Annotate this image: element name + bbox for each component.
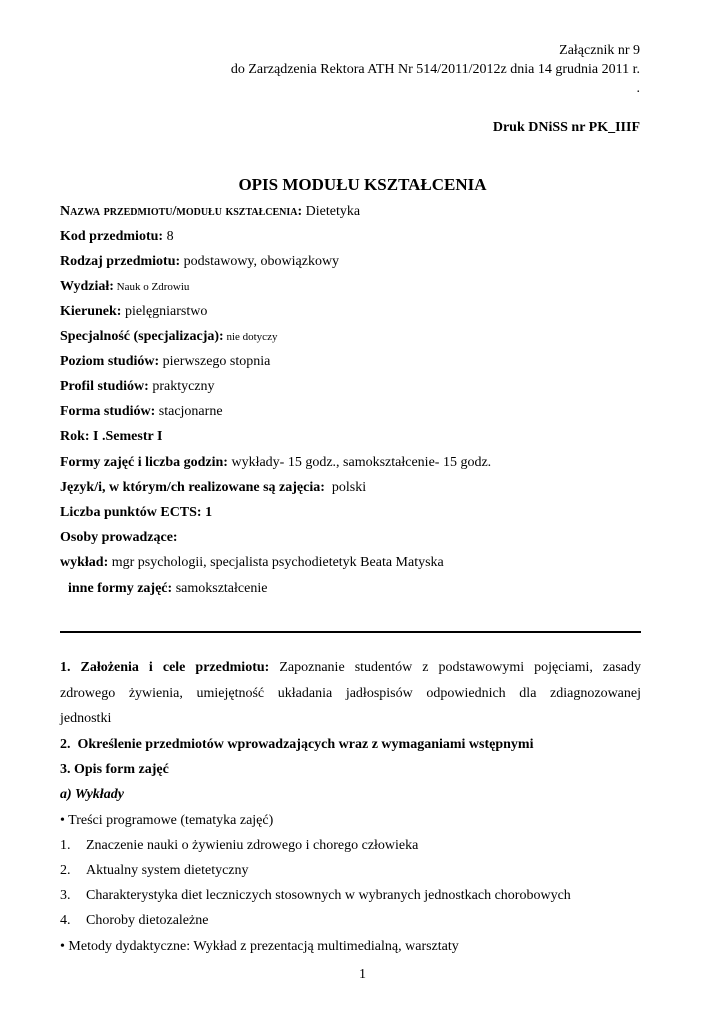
field-form-label: Forma studiów: xyxy=(60,404,156,419)
field-lecture xyxy=(60,554,444,572)
field-name xyxy=(60,203,360,221)
list-item-text: Choroby dietozależne xyxy=(86,913,209,928)
field-type-label: Rodzaj przedmiotu: xyxy=(60,254,181,269)
list-item-number: 2. xyxy=(60,863,71,878)
field-level xyxy=(60,353,270,371)
field-language-label: Język/i, w którym/ch realizowane są zajęcia: xyxy=(60,480,325,495)
methods-bullet: • Metody dydaktyczne: Wykład z prezentacją multimedialną, warsztaty xyxy=(60,939,459,954)
field-faculty xyxy=(60,278,189,296)
field-classes xyxy=(60,454,491,472)
field-form-value: stacjonarne xyxy=(155,404,223,419)
section-2-heading: 2. Określenie przedmiotów wprowadzających wraz z wymaganiami wstępnymi xyxy=(60,737,534,752)
list-item-text: Aktualny system dietetyczny xyxy=(86,863,249,878)
field-specialty-label: Specjalność (specjalizacja): xyxy=(60,329,224,344)
field-specialty-value: nie dotyczy xyxy=(223,331,278,343)
field-profile xyxy=(60,378,215,396)
field-classes-label: Formy zajęć i liczba godzin: xyxy=(60,455,228,470)
field-form xyxy=(60,403,223,421)
section-1-line-3: jednostki xyxy=(60,711,112,726)
list-item-number: 1. xyxy=(60,838,71,853)
list-item xyxy=(60,862,249,880)
field-other-value: samokształcenie xyxy=(172,581,268,596)
header-dot: . xyxy=(636,81,640,96)
field-profile-value: praktyczny xyxy=(148,379,215,394)
field-faculty-value: Nauk o Zdrowiu xyxy=(113,281,190,293)
section-3-heading: 3. Opis form zajęć xyxy=(60,762,169,777)
field-direction xyxy=(60,303,207,321)
field-type-value: podstawowy, obowiązkowy xyxy=(180,254,340,269)
field-lecture-label: wykład: xyxy=(60,555,109,570)
field-classes-value: wykłady- 15 godz., samokształcenie- 15 godz. xyxy=(227,455,492,470)
field-other xyxy=(68,580,267,598)
section-1-label: 1. Założenia i cele przedmiotu: xyxy=(60,660,270,675)
field-lecture-value: mgr psychologii, specjalista psychodietetyk Beata Matyska xyxy=(108,555,444,570)
attachment-number: Załącznik nr 9 xyxy=(559,43,640,58)
content-bullet: • Treści programowe (tematyka zajęć) xyxy=(60,813,274,828)
list-item-text: Znaczenie nauki o żywieniu zdrowego i chorego człowieka xyxy=(86,838,419,853)
field-name-value: Dietetyka xyxy=(302,204,361,219)
section-3a-heading: a) Wykłady xyxy=(60,787,124,802)
field-level-value: pierwszego stopnia xyxy=(159,354,271,369)
print-code: Druk DNiSS nr PK_IIIF xyxy=(492,120,640,135)
field-language-value: polski xyxy=(324,480,367,495)
field-ects: Liczba punktów ECTS: 1 xyxy=(60,505,213,520)
field-direction-label: Kierunek: xyxy=(60,304,122,319)
section-1-line-1 xyxy=(60,659,641,677)
field-profile-label: Profil studiów: xyxy=(60,379,149,394)
regulation-reference: do Zarządzenia Rektora ATH Nr 514/2011/2012z dnia 14 grudnia 2011 r. xyxy=(230,62,640,77)
field-year-semester: Rok: I .Semestr I xyxy=(60,429,163,444)
field-direction-value: pielęgniarstwo xyxy=(121,304,208,319)
field-code-value: 8 xyxy=(163,229,174,244)
field-type xyxy=(60,253,339,271)
field-code-label: Kod przedmiotu: xyxy=(60,229,164,244)
field-code xyxy=(60,228,174,246)
list-item xyxy=(60,912,208,930)
list-item xyxy=(60,887,571,905)
field-name-label: Nazwa przedmiotu/modułu kształcenia: xyxy=(60,204,303,219)
section-divider xyxy=(60,631,641,633)
list-item-text: Charakterystyka diet leczniczych stosownych w wybranych jednostkach chorobowych xyxy=(86,888,571,903)
field-level-label: Poziom studiów: xyxy=(60,354,160,369)
section-1-line-2: zdrowego żywienia, umiejętność układania jadłospisów odpowiednich dla zdiagnozowanej xyxy=(60,686,641,701)
document-title: OPIS MODUŁU KSZTAŁCENIA xyxy=(238,175,487,194)
section-1-text-1: Zapoznanie studentów z podstawowymi pojęciami, zasady xyxy=(269,660,641,675)
field-language xyxy=(60,479,366,497)
list-item xyxy=(60,837,418,855)
field-specialty xyxy=(60,328,277,346)
field-other-label: inne formy zajęć: xyxy=(68,581,173,596)
field-faculty-label: Wydział: xyxy=(60,279,114,294)
list-item-number: 4. xyxy=(60,913,71,928)
field-persons: Osoby prowadzące: xyxy=(60,530,178,545)
page-number: 1 xyxy=(359,967,366,982)
list-item-number: 3. xyxy=(60,888,71,903)
